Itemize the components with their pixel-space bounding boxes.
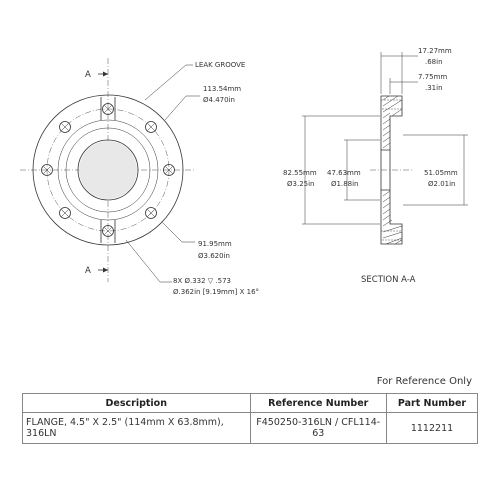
bolt-circle-in: Ø3.620in: [198, 252, 230, 260]
thickness-mm: 17.27mm: [418, 47, 452, 55]
table-row: [23, 413, 478, 444]
outer-diameter-in: Ø4.470in: [203, 96, 235, 104]
diameter-2-mm: 47.63mm: [327, 169, 361, 177]
diameter-2-in: Ø1.88in: [331, 180, 359, 188]
section-view: [283, 47, 468, 285]
bolt-holes-spec-line2: Ø.362in [9.19mm] X 16°: [173, 288, 260, 296]
cell-description: FLANGE, 4.5" X 2.5" (114mm X 63.8mm), 316LN: [23, 413, 251, 444]
diameter-1-in: Ø3.25in: [287, 180, 315, 188]
diameter-1-mm: 82.55mm: [283, 169, 317, 177]
bolt-circle-mm: 91.95mm: [198, 240, 232, 248]
section-title: SECTION A-A: [361, 275, 416, 285]
front-view: [20, 58, 259, 296]
bolt-holes-spec-line1: 8X Ø.332 ▽ .573: [173, 277, 231, 285]
section-mark-bottom: A: [85, 266, 91, 276]
step-mm: 7.75mm: [418, 73, 448, 81]
cell-reference-number: F450250-316LN / CFL114-63: [250, 413, 387, 444]
step-in: .31in: [425, 84, 443, 92]
reference-note: For Reference Only: [376, 376, 472, 387]
parts-table: [22, 393, 478, 444]
diameter-3-mm: 51.05mm: [424, 169, 458, 177]
cell-part-number: 1112211: [387, 413, 478, 444]
leak-groove-label: LEAK GROOVE: [195, 61, 246, 69]
header-part-number: Part Number: [387, 394, 478, 413]
outer-diameter-mm: 113.54mm: [203, 85, 242, 93]
table-header-row: [23, 394, 478, 413]
thickness-in: .68in: [425, 58, 443, 66]
header-reference-number: Reference Number: [250, 394, 387, 413]
header-description: Description: [23, 394, 251, 413]
section-mark-top: A: [85, 70, 91, 80]
section-body: [370, 96, 412, 244]
diameter-3-in: Ø2.01in: [428, 180, 456, 188]
